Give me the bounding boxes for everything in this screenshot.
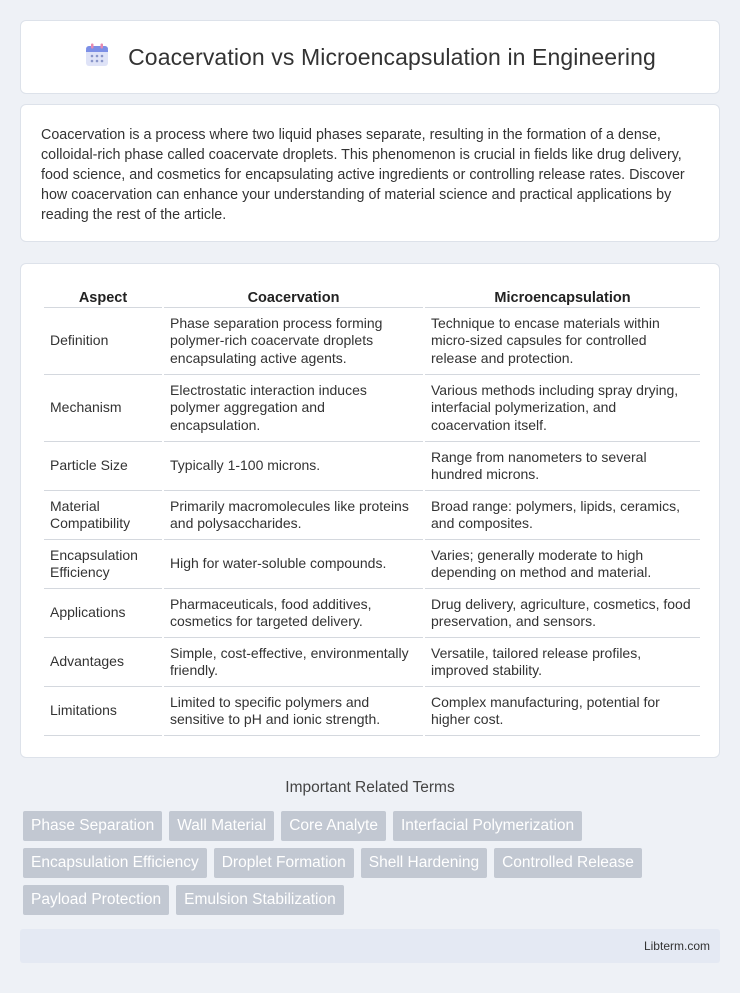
comparison-table bbox=[42, 286, 702, 736]
related-terms-title: Important Related Terms bbox=[285, 779, 455, 796]
header-microencapsulation: Microencapsulation bbox=[425, 286, 700, 308]
page-title: Coacervation vs Microencapsulation in Engineering bbox=[128, 43, 656, 70]
table-row bbox=[44, 491, 700, 540]
row-coacervation: Pharmaceuticals, food additives, cosmetics for targeted delivery. bbox=[164, 589, 423, 638]
row-microencapsulation: Range from nanometers to several hundred microns. bbox=[425, 442, 700, 491]
row-aspect: Encapsulation Efficiency bbox=[44, 540, 162, 589]
row-aspect: Applications bbox=[44, 589, 162, 638]
row-aspect: Material Compatibility bbox=[44, 491, 162, 540]
table-row bbox=[44, 442, 700, 491]
row-coacervation: Limited to specific polymers and sensitive to pH and ionic strength. bbox=[164, 687, 423, 736]
related-term-tag[interactable]: Droplet Formation bbox=[214, 848, 354, 878]
row-microencapsulation: Varies; generally moderate to high depending on method and material. bbox=[425, 540, 700, 589]
related-term-tag[interactable]: Controlled Release bbox=[494, 848, 642, 878]
header-coacervation: Coacervation bbox=[164, 286, 423, 308]
header-card bbox=[20, 20, 720, 94]
table-header-row bbox=[44, 286, 700, 308]
row-coacervation: Primarily macromolecules like proteins and polysaccharides. bbox=[164, 491, 423, 540]
comparison-table-card bbox=[20, 263, 720, 758]
row-aspect: Limitations bbox=[44, 687, 162, 736]
related-terms-list bbox=[23, 811, 723, 915]
table-row bbox=[44, 375, 700, 442]
row-aspect: Definition bbox=[44, 308, 162, 375]
row-aspect: Mechanism bbox=[44, 375, 162, 442]
related-term-tag[interactable]: Emulsion Stabilization bbox=[176, 885, 344, 915]
related-term-tag[interactable]: Interfacial Polymerization bbox=[393, 811, 582, 841]
row-microencapsulation: Various methods including spray drying, interfacial polymerization, and coacervation itself. bbox=[425, 375, 700, 442]
calendar-icon bbox=[84, 42, 110, 73]
table-row bbox=[44, 638, 700, 687]
table-row bbox=[44, 308, 700, 375]
related-term-tag[interactable]: Core Analyte bbox=[281, 811, 386, 841]
row-coacervation: High for water-soluble compounds. bbox=[164, 540, 423, 589]
table-row bbox=[44, 589, 700, 638]
related-term-tag[interactable]: Shell Hardening bbox=[361, 848, 487, 878]
row-coacervation: Typically 1-100 microns. bbox=[164, 442, 423, 491]
table-row bbox=[44, 687, 700, 736]
related-term-tag[interactable]: Wall Material bbox=[169, 811, 274, 841]
related-term-tag[interactable]: Encapsulation Efficiency bbox=[23, 848, 207, 878]
row-microencapsulation: Versatile, tailored release profiles, improved stability. bbox=[425, 638, 700, 687]
intro-text: Coacervation is a process where two liquid phases separate, resulting in the formation of a dense, colloidal-rich phase called coacervate droplets. This phenomenon is crucial in fields like drug delivery, food science, and cosmetics for encapsulating active ingredients or controlling release rates. Discover how coacervation can enhance your understanding of material science and practical applications by reading the rest of the article. bbox=[41, 127, 685, 223]
row-aspect: Particle Size bbox=[44, 442, 162, 491]
related-term-tag[interactable]: Payload Protection bbox=[23, 885, 169, 915]
header-aspect: Aspect bbox=[44, 286, 162, 308]
table-row bbox=[44, 540, 700, 589]
intro-card bbox=[20, 104, 720, 242]
related-term-tag[interactable]: Phase Separation bbox=[23, 811, 162, 841]
row-microencapsulation: Complex manufacturing, potential for higher cost. bbox=[425, 687, 700, 736]
row-microencapsulation: Broad range: polymers, lipids, ceramics, and composites. bbox=[425, 491, 700, 540]
row-microencapsulation: Technique to encase materials within micro-sized capsules for controlled release and protection. bbox=[425, 308, 700, 375]
row-microencapsulation: Drug delivery, agriculture, cosmetics, food preservation, and sensors. bbox=[425, 589, 700, 638]
footer bbox=[20, 929, 720, 963]
row-aspect: Advantages bbox=[44, 638, 162, 687]
row-coacervation: Simple, cost-effective, environmentally friendly. bbox=[164, 638, 423, 687]
title-wrap bbox=[84, 42, 656, 73]
footer-site-link[interactable]: Libterm.com bbox=[643, 939, 710, 953]
row-coacervation: Phase separation process forming polymer-rich coacervate droplets encapsulating active agents. bbox=[164, 308, 423, 375]
row-coacervation: Electrostatic interaction induces polymer aggregation and encapsulation. bbox=[164, 375, 423, 442]
